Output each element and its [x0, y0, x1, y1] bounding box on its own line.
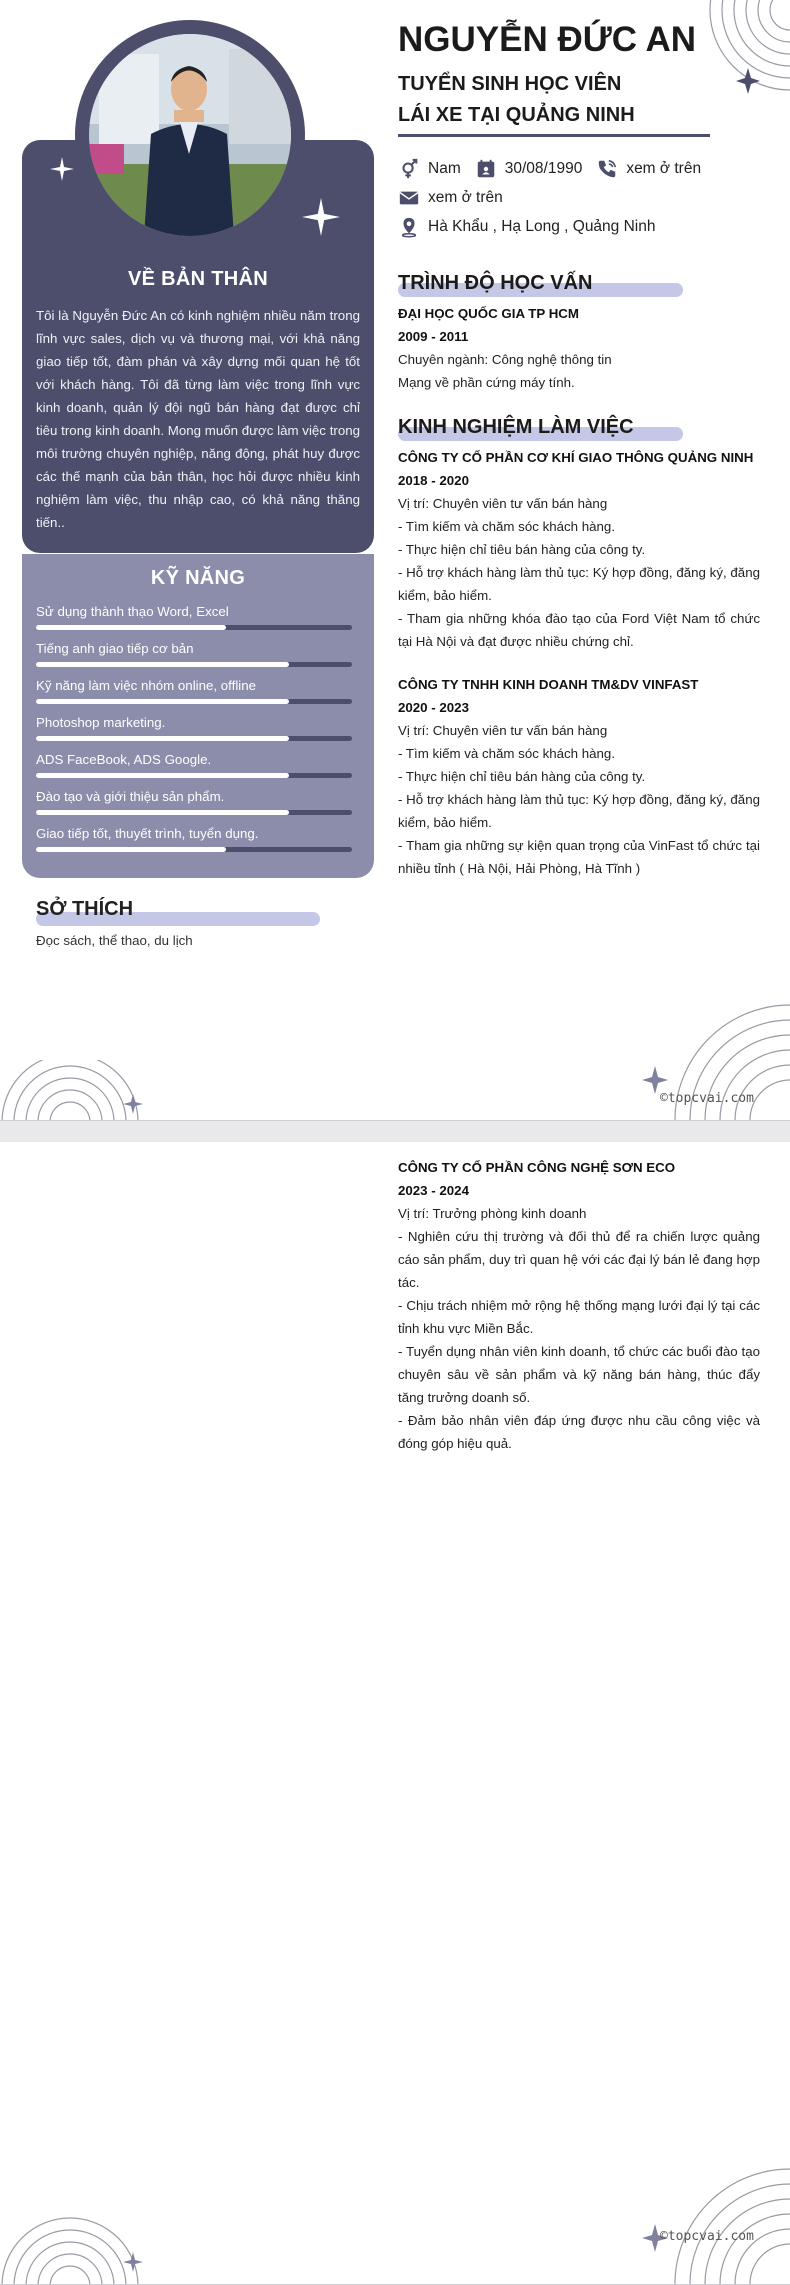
sparkle-icon	[302, 198, 340, 236]
job-duty: - Nghiên cứu thị trường và đối thủ để ra chiến lược quảng cáo sản phẩm, duy trì quan hệ với các đại lý bán lẻ đang hợp tác.	[398, 1229, 760, 1290]
school-name: ĐẠI HỌC QUỐC GIA TP HCM	[398, 306, 579, 321]
skill-item	[36, 752, 352, 767]
job-company: CÔNG TY CỔ PHẦN CÔNG NGHỆ SƠN ECO	[398, 1160, 676, 1175]
decorative-arcs	[630, 2124, 790, 2284]
job-duty: - Hỗ trợ khách hàng làm thủ tục: Ký hợp đồng, đăng ký, đăng kiểm, bảo hiểm.	[398, 792, 760, 830]
job-duty: - Thực hiện chỉ tiêu bán hàng của công ty.	[398, 769, 646, 784]
skill-level-fill	[36, 625, 226, 630]
job-position: Vị trí: Trưởng phòng kinh doanh	[398, 1206, 587, 1221]
contact-row-1	[398, 158, 715, 180]
skill-level-fill	[36, 662, 289, 667]
skill-item	[36, 826, 352, 841]
job-duty: - Hỗ trợ khách hàng làm thủ tục: Ký hợp đồng, đăng ký, đăng kiểm, bảo hiểm.	[398, 565, 760, 603]
decorative-arcs	[0, 2206, 150, 2284]
about-title: VỀ BẢN THÂN	[128, 268, 268, 290]
education-title: TRÌNH ĐỘ HỌC VẤN	[398, 272, 593, 294]
skill-item	[36, 678, 352, 693]
job-entry	[398, 1156, 760, 1455]
cv-page-2	[0, 1142, 790, 2285]
skill-item	[36, 789, 352, 804]
gender-value: Nam	[428, 160, 461, 177]
job-period: 2018 - 2020	[398, 473, 469, 488]
address-value: Hà Khẩu , Hạ Long , Quảng Ninh	[428, 218, 656, 235]
skill-level-track	[36, 736, 352, 741]
experience-title: KINH NGHIỆM LÀM VIỆC	[398, 416, 634, 438]
job-title-line2: LÁI XE TẠI QUẢNG NINH	[398, 104, 635, 126]
skill-level-fill	[36, 847, 226, 852]
job-duty: - Tìm kiếm và chăm sóc khách hàng.	[398, 746, 616, 761]
contact-row-3	[398, 216, 655, 238]
job-duty: - Tham gia những sự kiện quan trọng của VinFast tổ chức tại nhiều tỉnh ( Hà Nội, Hải Phòng, Hà Tĩnh )	[398, 838, 760, 876]
about-text: Tôi là Nguyễn Đức An có kinh nghiệm nhiều năm trong lĩnh vực sales, dịch vụ và thương mại, với khả năng giao tiếp tốt, đàm phán và xây dựng mối quan hệ tốt với khách hàng. Tôi đã từng làm việc trong lĩnh vực kinh doanh, quản lý đội ngũ bán hàng đạt được chỉ tiêu trong kinh doanh. Mong muốn được làm việc trong môi trường chuyên nghiệp, năng động, phát huy được các thế mạnh của bản thân, học hỏi được nhiều kinh nghiệm làm việc, thu nhập cao, có khả năng thăng tiến..	[36, 308, 360, 530]
job-entry	[398, 446, 760, 653]
decorative-arcs	[700, 0, 790, 100]
education-period: 2009 - 2011	[398, 329, 469, 344]
cv-page-1	[0, 0, 790, 1121]
skill-label: Đào tạo và giới thiệu sản phẩm.	[36, 789, 225, 804]
job-company: CÔNG TY CỔ PHẦN CƠ KHÍ GIAO THÔNG QUẢNG NINH	[398, 450, 754, 465]
skill-item	[36, 641, 352, 656]
skill-level-track	[36, 773, 352, 778]
skill-level-fill	[36, 773, 289, 778]
skill-level-fill	[36, 810, 289, 815]
contact-row-2	[398, 187, 503, 209]
education-major: Chuyên ngành: Công nghệ thông tin	[398, 352, 612, 367]
skill-item	[36, 604, 352, 619]
email-value: xem ở trên	[428, 189, 503, 206]
job-position: Vị trí: Chuyên viên tư vấn bán hàng	[398, 723, 608, 738]
avatar	[89, 34, 291, 236]
skills-title: KỸ NĂNG	[150, 567, 246, 589]
job-position: Vị trí: Chuyên viên tư vấn bán hàng	[398, 496, 608, 511]
job-title-line1: TUYỂN SINH HỌC VIÊN	[398, 73, 622, 95]
skill-level-fill	[36, 699, 289, 704]
education-detail: Mạng về phần cứng máy tính.	[398, 375, 575, 390]
job-company: CÔNG TY TNHH KINH DOANH TM&DV VINFAST	[398, 677, 699, 692]
job-duty: - Chịu trách nhiệm mở rộng hệ thống mạng lưới đại lý tại các tỉnh khu vực Miền Bắc.	[398, 1298, 760, 1336]
job-period: 2023 - 2024	[398, 1183, 469, 1198]
skill-label: Sử dụng thành thạo Word, Excel	[36, 604, 229, 619]
watermark: ©topcvai.com	[660, 1091, 754, 1106]
job-duty: - Tìm kiếm và chăm sóc khách hàng.	[398, 519, 616, 534]
job-duty: - Tham gia những khóa đào tạo của Ford Việt Nam tổ chức tại Hà Nội và đạt được nhiều chứng chỉ.	[398, 611, 760, 649]
skill-label: ADS FaceBook, ADS Google.	[36, 752, 212, 767]
phone-icon	[596, 158, 618, 180]
gender-icon	[398, 158, 420, 180]
sparkle-icon	[50, 157, 74, 181]
skill-level-track	[36, 625, 352, 630]
skill-level-track	[36, 699, 352, 704]
skill-item	[36, 715, 352, 730]
hobbies-text: Đọc sách, thể thao, du lịch	[36, 933, 193, 948]
skill-label: Giao tiếp tốt, thuyết trình, tuyển dụng.	[36, 826, 259, 841]
skill-level-track	[36, 810, 352, 815]
watermark: ©topcvai.com	[660, 2229, 754, 2244]
job-duty: - Thực hiện chỉ tiêu bán hàng của công ty.	[398, 542, 646, 557]
education-block	[398, 302, 760, 394]
job-entry	[398, 673, 760, 880]
header-divider	[398, 134, 710, 137]
skill-level-fill	[36, 736, 289, 741]
decorative-arcs	[0, 1060, 150, 1120]
job-duty: - Đảm bảo nhân viên đáp ứng được nhu cầu công việc và đóng góp hiệu quả.	[398, 1413, 760, 1451]
skill-label: Tiếng anh giao tiếp cơ bản	[36, 641, 194, 656]
candidate-name: NGUYỄN ĐỨC AN	[398, 20, 697, 59]
skill-label: Kỹ năng làm việc nhóm online, offline	[36, 678, 257, 693]
job-period: 2020 - 2023	[398, 700, 469, 715]
calendar-icon	[475, 158, 497, 180]
dob-value: 30/08/1990	[504, 160, 583, 177]
skill-level-track	[36, 662, 352, 667]
email-icon	[398, 187, 420, 209]
skill-level-track	[36, 847, 352, 852]
skill-label: Photoshop marketing.	[36, 715, 166, 730]
job-duty: - Tuyển dụng nhân viên kinh doanh, tổ chức các buổi đào tạo chuyên sâu về sản phẩm và kỹ năng bán hàng, thúc đẩy tăng trưởng doanh số.	[398, 1344, 760, 1405]
phone-value: xem ở trên	[626, 160, 702, 177]
hobbies-title: SỞ THÍCH	[36, 898, 134, 920]
location-pin-icon	[398, 216, 420, 238]
